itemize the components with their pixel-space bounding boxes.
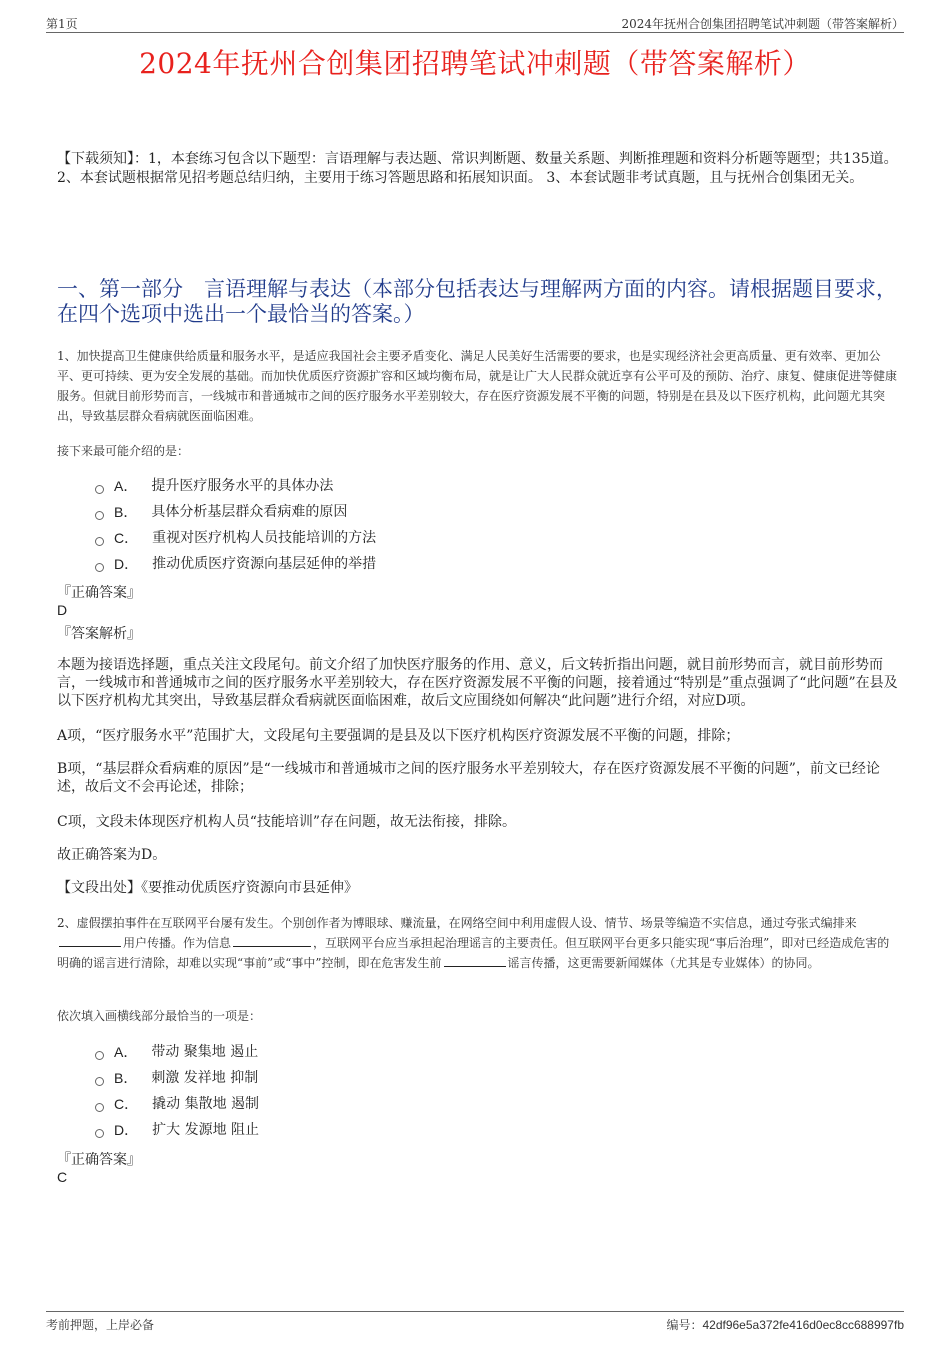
- page-title: 2024年抚州合创集团招聘笔试冲刺题（带答案解析）: [139, 47, 811, 80]
- q1-option-a[interactable]: A． 提升医疗服务水平的具体办法: [95, 473, 376, 499]
- page-header: [46, 14, 904, 33]
- q2-stem: 2、虚假摆拍事件在互联网平台屡有发生。个别创作者为博眼球、赚流量，在网络空间中利用虚假人设、情节、场景等编造不实信息，通过夸张式编排来用户传播。作为信息 ，互联网平台应当承担起治理谣言的主要责任。但互联网平台更多只能实现“事后治理”，即对已经造成危害的明确的谣言进行清除，却难以实现“事前”或“事中”控制，即在危害发生前 谣言传播，这更需要新闻媒体（尤其是专业媒体）的协同。: [57, 916, 890, 970]
- q2-option-d[interactable]: D． 扩大 发源地 阻止: [95, 1117, 259, 1143]
- q1-option-c[interactable]: C． 重视对医疗机构人员技能培训的方法: [95, 525, 376, 551]
- radio-icon[interactable]: [95, 1129, 104, 1138]
- q2-prompt: 依次填入画横线部分最恰当的一项是：: [57, 1009, 262, 1023]
- q1-answer: D: [57, 602, 68, 618]
- q1-analysis-conclusion: 故正确答案为D。: [57, 847, 167, 863]
- blank-line: [233, 934, 311, 947]
- radio-icon[interactable]: [95, 563, 104, 572]
- q1-answer-label: 『正确答案』: [57, 585, 141, 601]
- q1-analysis-c: C项，文段未体现医疗机构人员“技能培训”存在问题，故无法衔接，排除。: [57, 814, 517, 830]
- radio-icon[interactable]: [95, 537, 104, 546]
- radio-icon[interactable]: [95, 1103, 104, 1112]
- q1-analysis-a: A项，“医疗服务水平”范围扩大，文段尾句主要强调的是县及以下医疗机构医疗资源发展不平衡的问题，排除；: [57, 728, 740, 744]
- radio-icon[interactable]: [95, 511, 104, 520]
- header-doc-title: 2024年抚州合创集团招聘笔试冲刺题（带答案解析）: [621, 17, 904, 31]
- blank-line: [59, 934, 121, 947]
- q1-analysis-para: 本题为接语选择题，重点关注文段尾句。前文介绍了加快医疗服务的作用、意义，后文转折指出问题，就目前形势而言，就目前形势而言，一线城市和普通城市之间的医疗服务水平差别较大，存在医疗资源发展不平衡的问题，接着通过“特别是”重点强调了“此问题”在县及以下医疗机构尤其突出，导致基层群众看病就医面临困难，故后文应围绕如何解决“此问题”进行介绍，对应D项。: [57, 657, 898, 709]
- page-number: 第1页: [46, 17, 78, 31]
- radio-icon[interactable]: [95, 1077, 104, 1086]
- q2-options: [95, 1039, 259, 1143]
- blank-line: [444, 954, 506, 967]
- q1-option-b[interactable]: B． 具体分析基层群众看病难的原因: [95, 499, 376, 525]
- radio-icon[interactable]: [95, 1051, 104, 1060]
- q1-analysis-b: B项，“基层群众看病难的原因”是“一线城市和普通城市之间的医疗服务水平差别较大，存在医疗资源发展不平衡的问题”，前文已经论述，故后文不会再论述，排除；: [57, 761, 880, 795]
- q2-answer-label: 『正确答案』: [57, 1152, 141, 1168]
- q1-stem: 1、加快提高卫生健康供给质量和服务水平，是适应我国社会主要矛盾变化、满足人民美好生活需要的要求，也是实现经济社会更高质量、更有效率、更加公平、更可持续、更为安全发展的基础。而加快优质医疗资源扩容和区域均衡布局，就是让广大人民群众就近享有公平可及的预防、治疗、康复、健康促进等健康服务。但就目前形势而言，一线城市和普通城市之间的医疗服务水平差别较大，存在医疗资源发展不平衡的问题，特别是在县及以下医疗机构，此问题尤其突出，导致基层群众看病就医面临困难。: [57, 349, 898, 423]
- q2-option-a[interactable]: A． 带动 聚集地 遏止: [95, 1039, 259, 1065]
- q1-option-d[interactable]: D． 推动优质医疗资源向基层延伸的举措: [95, 551, 376, 577]
- section-title: 一、第一部分 言语理解与表达（本部分包括表达与理解两方面的内容。请根据题目要求，在四个选项中选出一个最恰当的答案。）: [57, 277, 897, 326]
- q2-option-b[interactable]: B． 刺激 发祥地 抑制: [95, 1065, 259, 1091]
- q2-option-c[interactable]: C． 撬动 集散地 遏制: [95, 1091, 259, 1117]
- download-notice: 【下载须知】：1，本套练习包含以下题型：言语理解与表达题、常识判断题、数量关系题、判断推理题和资料分析题等题型；共135道。 2、本套试题根据常见招考题总结归纳，主要用于练习答题思路和拓展知识面。 3、本套试题非考试真题，且与抚州合创集团无关。: [57, 151, 898, 186]
- q1-prompt: 接下来最可能介绍的是：: [57, 444, 190, 458]
- page-footer: [46, 1311, 904, 1332]
- q1-analysis-label: 『答案解析』: [57, 626, 141, 642]
- q1-options: [95, 473, 376, 577]
- footer-slogan: 考前押题，上岸必备: [46, 1318, 155, 1332]
- radio-icon[interactable]: [95, 485, 104, 494]
- footer-code: 编号：42df96e5a372fe416d0ec8cc688997fb: [666, 1318, 904, 1332]
- q2-answer: C: [57, 1169, 68, 1185]
- q1-source: 【文段出处】《要推动优质医疗资源向市县延伸》: [57, 880, 358, 896]
